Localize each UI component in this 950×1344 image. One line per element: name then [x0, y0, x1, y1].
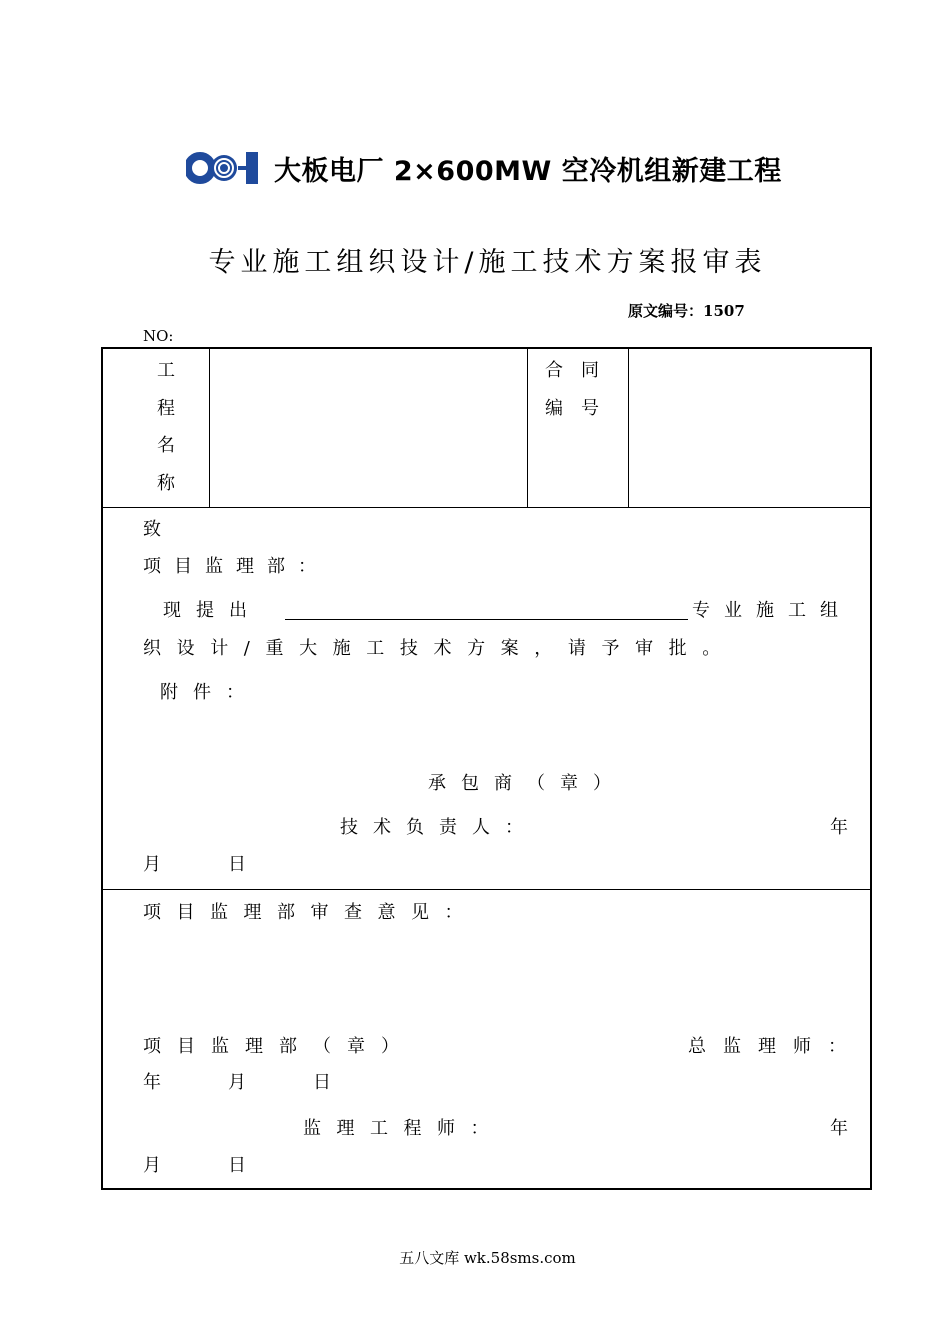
review-day: 日 [313, 1072, 331, 1093]
row-divider-2 [101, 889, 872, 890]
engineer-month: 月 [143, 1155, 161, 1176]
contract-no-field[interactable] [636, 362, 866, 502]
project-name-char: 称 [157, 472, 175, 494]
original-number-label: 原文编号： [628, 302, 704, 320]
col-divider-1 [209, 348, 210, 507]
submission-year: 年 [830, 817, 848, 838]
addressee: 项目监理部： [143, 556, 329, 577]
project-name-label [154, 362, 178, 512]
review-year: 年 [143, 1072, 161, 1093]
present-line2: 织设计/重大施工技术方案，请予审批。 [143, 638, 736, 659]
tech-lead-label: 技术负责人： [340, 817, 538, 838]
contract-no-label-line1: 合 同 [545, 360, 599, 381]
to-label: 致 [143, 519, 161, 540]
col-divider-3 [628, 348, 629, 507]
project-name-field[interactable] [216, 362, 521, 502]
project-name-char: 名 [157, 435, 175, 456]
engineer-day: 日 [228, 1155, 246, 1176]
plan-name-blank[interactable] [285, 619, 688, 620]
project-name-char: 程 [157, 397, 175, 419]
original-number [628, 300, 745, 321]
submission-day: 日 [228, 854, 246, 875]
company-logo [186, 148, 264, 188]
review-month: 月 [228, 1072, 246, 1093]
review-opinion-label: 项目监理部审查意见： [143, 902, 478, 923]
attachment-label: 附件： [160, 682, 259, 703]
form-title: 专业施工组织设计/施工技术方案报审表 [208, 247, 767, 278]
contractor-seal: 承包商（章） [428, 773, 626, 794]
engineer-label: 监理工程师： [303, 1118, 504, 1139]
project-title: 大板电厂 2×600MW 空冷机组新建工程 [274, 155, 782, 187]
review-dept-seal: 项目监理部（章） [143, 1036, 415, 1057]
present-prefix: 现提出 [163, 600, 262, 621]
original-number-value: 1507 [703, 302, 745, 320]
present-suffix: 专业施工组 [692, 600, 852, 621]
serial-no-label: NO: [143, 327, 174, 345]
col-divider-2 [527, 348, 528, 507]
chief-engineer-label: 总监理师： [688, 1036, 863, 1057]
footer-watermark: 五八文库 wk.58sms.com [399, 1249, 576, 1267]
contract-no-label-line2: 编 号 [545, 398, 599, 419]
engineer-year: 年 [830, 1118, 848, 1139]
submission-month: 月 [143, 854, 161, 875]
document-header [186, 148, 782, 188]
row-divider-1 [101, 507, 872, 508]
project-name-char: 工 [157, 360, 175, 381]
